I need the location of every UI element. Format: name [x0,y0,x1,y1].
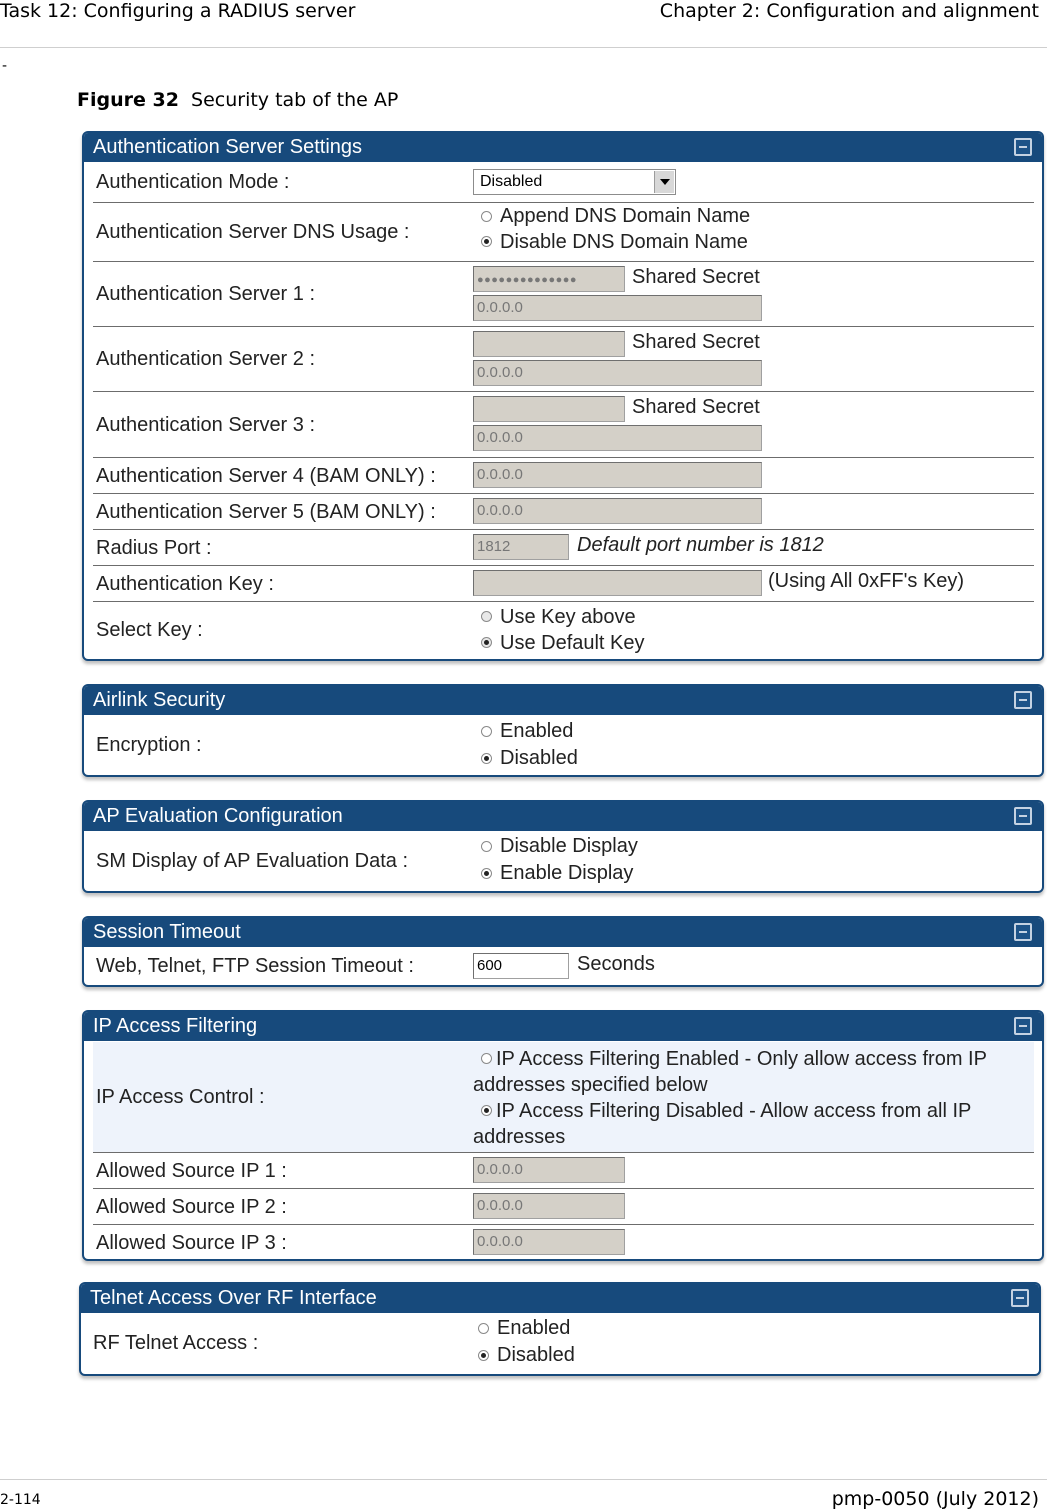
radio-use-default-key[interactable] [481,637,492,648]
auth-server-2-row [93,328,1034,392]
port-hint-text: Default port number is 1812 [577,534,824,556]
auth-server-4-label: Authentication Server 4 (BAM ONLY) : [96,464,436,487]
panel-title: IP Access Filtering [84,1012,1042,1041]
ip-filter-disabled-text: IP Access Filtering Disabled - Allow access from all IP addresses [473,1100,971,1148]
radio-encryption-disabled[interactable] [481,753,492,764]
radio-append-dns[interactable] [481,211,492,222]
select-key-label: Select Key : [96,618,203,641]
select-key-row [93,603,1034,657]
server-3-ip-input[interactable]: 0.0.0.0 [473,425,762,451]
ap-eval-display-row [93,832,1034,890]
allowed-source-ip-3-input[interactable]: 0.0.0.0 [473,1229,625,1255]
radio-ip-filter-enabled[interactable] [481,1053,492,1064]
secret-1-input[interactable]: ●●●●●●●●●●●●●● [473,266,625,292]
shared-secret-label: Shared Secret [632,331,760,353]
use-key-above-text: Use Key above [500,606,636,628]
auth-server-1-label: Authentication Server 1 : [96,283,316,305]
auth-server-1-row [93,263,1034,327]
collapse-icon[interactable] [1014,138,1032,156]
allowed-source-ip-1-input[interactable]: 0.0.0.0 [473,1157,625,1183]
auth-key-label: Authentication Key : [96,572,274,595]
ip-access-control-row [93,1042,1034,1153]
document-id: pmp-0050 (July 2012) [831,1488,1039,1510]
radius-port-input[interactable]: 1812 [473,534,569,560]
use-default-key-text: Use Default Key [500,632,645,654]
figure-caption [77,89,398,111]
auth-server-5-label: Authentication Server 5 (BAM ONLY) : [96,500,436,523]
collapse-icon[interactable] [1014,1017,1032,1035]
radio-disable-display[interactable] [481,841,492,852]
auth-server-4-row [93,459,1034,494]
telnet-disabled-text: Disabled [497,1344,575,1366]
radio-telnet-enabled[interactable] [478,1323,489,1334]
session-timeout-row [93,948,1034,984]
seconds-unit-text: Seconds [577,953,655,975]
radius-port-label: Radius Port : [96,536,212,559]
ip-filter-options [473,1046,1026,1150]
radio-ip-filter-disabled[interactable] [481,1105,492,1116]
figure-label: Figure 32 [77,89,179,111]
encryption-disabled-text: Disabled [500,747,578,769]
dns-usage-label: Authentication Server DNS Usage : [96,220,410,243]
auth-key-row [93,567,1034,602]
disable-dns-text: Disable DNS Domain Name [500,231,748,253]
encryption-label: Encryption : [96,733,202,756]
radio-enable-display[interactable] [481,868,492,879]
radio-encryption-enabled[interactable] [481,726,492,737]
secret-3-input[interactable] [473,396,625,422]
session-timeout-label: Web, Telnet, FTP Session Timeout : [96,954,414,977]
ap-evaluation-panel [82,800,1044,893]
allowed-source-ip-1-row [93,1154,1034,1189]
figure-title: Security tab of the AP [191,89,399,111]
server-5-ip-input[interactable]: 0.0.0.0 [473,498,762,524]
allowed-source-ip-2-input[interactable]: 0.0.0.0 [473,1193,625,1219]
ip-filter-enabled-text: IP Access Filtering Enabled - Only allow access from IP addresses specified below [473,1048,987,1096]
auth-mode-row [93,162,1034,203]
allowed-source-ip-2-label: Allowed Source IP 2 : [96,1195,287,1218]
footer-divider [0,1479,1047,1480]
session-timeout-panel [82,916,1044,987]
radius-port-row [93,531,1034,566]
airlink-security-panel [82,684,1044,777]
collapse-icon[interactable] [1014,807,1032,825]
enable-display-text: Enable Display [500,862,634,884]
telnet-access-panel [79,1282,1041,1376]
radio-use-key-above[interactable] [481,611,492,622]
auth-server-5-row [93,495,1034,530]
auth-mode-label: Authentication Mode : [96,170,290,193]
dns-usage-row [93,203,1034,262]
auth-server-2-label: Authentication Server 2 : [96,348,316,370]
allowed-source-ip-3-row [93,1226,1034,1260]
page-header-right: Chapter 2: Configuration and alignment [659,0,1039,22]
auth-server-panel [82,131,1044,661]
session-timeout-input[interactable]: 600 [473,953,569,979]
collapse-icon[interactable] [1014,923,1032,941]
encryption-row [93,716,1034,774]
auth-key-input[interactable] [473,570,762,596]
key-hint-text: (Using All 0xFF's Key) [768,570,965,592]
panel-title: AP Evaluation Configuration [84,802,1042,831]
allowed-source-ip-2-row [93,1190,1034,1225]
disable-display-text: Disable Display [500,835,638,857]
panel-title: Session Timeout [84,918,1042,947]
shared-secret-label: Shared Secret [632,396,760,418]
shared-secret-label: Shared Secret [632,266,760,288]
page-number: 2-114 [0,1492,41,1508]
rf-telnet-access-label: RF Telnet Access : [93,1331,259,1354]
auth-server-3-label: Authentication Server 3 : [96,413,316,436]
secret-2-input[interactable] [473,331,625,357]
allowed-source-ip-3-label: Allowed Source IP 3 : [96,1231,287,1254]
ip-access-control-label: IP Access Control : [96,1085,265,1108]
telnet-enabled-text: Enabled [497,1317,571,1339]
server-2-ip-input[interactable]: 0.0.0.0 [473,360,762,386]
header-divider [0,47,1047,48]
encryption-enabled-text: Enabled [500,720,574,742]
auth-server-3-row [93,393,1034,458]
radio-disable-dns[interactable] [481,236,492,247]
ip-access-filtering-panel [82,1010,1044,1261]
dash-mark: - [2,58,8,74]
panel-title: Airlink Security [84,686,1042,715]
append-dns-text: Append DNS Domain Name [500,205,751,227]
server-1-ip-input[interactable]: 0.0.0.0 [473,295,762,321]
chevron-down-icon[interactable] [654,171,674,193]
allowed-source-ip-1-label: Allowed Source IP 1 : [96,1159,287,1182]
panel-title: Authentication Server Settings [84,133,1042,162]
radio-telnet-disabled[interactable] [478,1350,489,1361]
collapse-icon[interactable] [1011,1289,1029,1307]
ap-eval-display-label: SM Display of AP Evaluation Data : [96,849,409,872]
page-header-left: Task 12: Configuring a RADIUS server [0,0,356,22]
server-4-ip-input[interactable]: 0.0.0.0 [473,462,762,488]
collapse-icon[interactable] [1014,691,1032,709]
panel-title: Telnet Access Over RF Interface [81,1284,1039,1313]
auth-mode-select[interactable]: Disabled [473,169,676,195]
rf-telnet-access-row [90,1314,1031,1372]
